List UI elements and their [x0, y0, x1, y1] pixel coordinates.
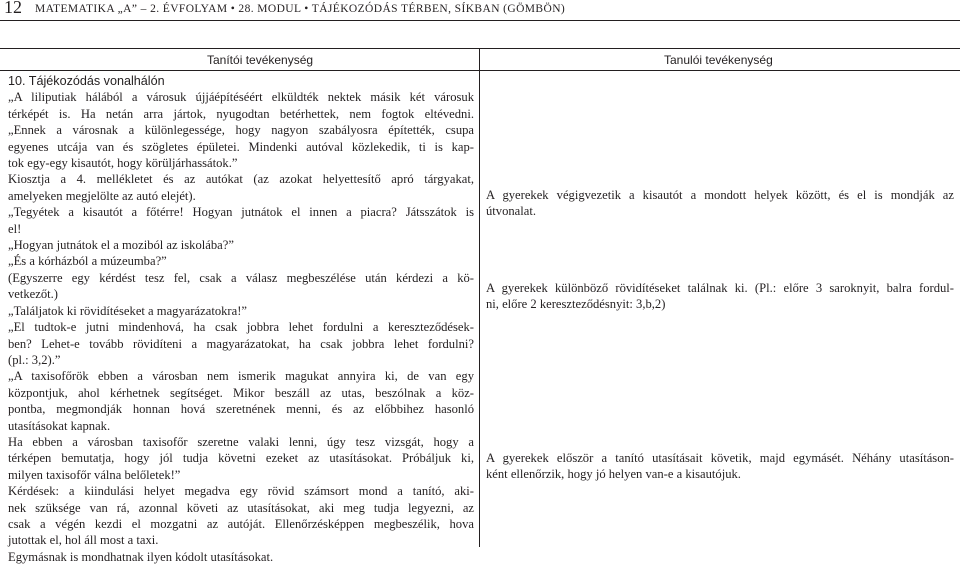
teacher-text-line: Kérdések: a kiindulási helyet megadva egy rövid számsort mond a tanító, aki- — [8, 484, 474, 499]
teacher-text-line: központjuk, ahol kérhetnek segítséget. Mikor beszáll az utas, beszólnak a köz- — [8, 385, 474, 400]
teacher-text-line: (pl.: 3,2).” — [8, 352, 61, 367]
teacher-text-line: „El tudtok-e jutni mindenhová, ha csak jobbra lehet fordulni a kereszteződések- — [8, 320, 474, 335]
teacher-text-line: el! — [8, 221, 22, 236]
teacher-text-line: jutottak el, hol áll most a taxi. — [8, 533, 159, 548]
column-divider — [479, 48, 480, 547]
header-rule — [0, 20, 960, 21]
teacher-text-line: térképét is. Ha netán arra jártok, nyugodtan betérhettek, nem fogtok eltévedni. — [8, 106, 474, 121]
teacher-text-line: pontba, megmondják honnan hová szeretnének menni, és az előbbihez hasonló — [8, 402, 474, 417]
table-top-rule — [0, 48, 960, 49]
page-number: 12 — [4, 0, 22, 17]
teacher-text-line: „Ennek a városnak a különlegessége, hogy nagyon szabályosra építették, csupa — [8, 123, 474, 138]
student-note-line: A gyerekek először a tanító utasításait követik, majd egymásét. Néhány utasításon- — [486, 451, 954, 465]
teacher-text-line: (Egyszerre egy kérdést tesz fel, csak a válasz megbeszélése után kérdezi a kö- — [8, 270, 474, 285]
teacher-text-line: amelyeken megjelölte az autó elejét). — [8, 188, 196, 203]
teacher-text-line: Kiosztja a 4. mellékletet és az autókat (az azokat helyettesítő apró tárgyakat, — [8, 172, 474, 187]
teacher-text-line: nek szüksége van rá, azonnal követi az utasításokat, aki meg tudja legyezni, az — [8, 500, 474, 515]
teacher-text-line: utasításokat kapnak. — [8, 418, 111, 433]
teacher-text-line: „És a kórházból a múzeumba?” — [8, 254, 167, 269]
teacher-text-line: „Tegyétek a kisautót a főtérre! Hogyan jutnátok el innen a piacra? Játsszátok is — [8, 205, 474, 220]
running-head-text: MATEMATIKA „A” – 2. ÉVFOLYAM • 28. MODUL • TÁJÉKOZÓDÁS TÉRBEN, SÍKBAN (GÖMBÖN) — [35, 3, 566, 15]
teacher-text-line: csak a végén kezdi el mozgatni az autóját. Ellenőrzésképpen megbeszélik, hova — [8, 516, 474, 531]
student-note-3 — [486, 450, 954, 483]
teacher-text-line: egyenes utcája van és szögletes épületei. Mindenki autóval közlekedik, ti is kap- — [8, 139, 474, 154]
teacher-text-line: „Találjatok ki rövidítéseket a magyarázatokra!” — [8, 303, 247, 318]
running-header — [0, 0, 960, 20]
teacher-text-line: tok egy-egy kisautót, hogy körüljárhassátok.” — [8, 156, 238, 171]
teacher-text-line: „Hogyan jutnátok el a moziból az iskolába?” — [8, 238, 234, 253]
student-note-2 — [486, 280, 954, 313]
student-note-line: útvonalat. — [486, 204, 537, 219]
teacher-text-line: milyen taxisofőr válna belőletek!” — [8, 467, 181, 482]
student-note-line: A gyerekek különböző rövidítéseket találnak ki. (Pl.: előre 3 saroknyit, balra fordul- — [486, 281, 954, 295]
teacher-text-line: Ha ebben a városban taxisofőr szeretne valaki lenni, úgy tesz vizsgát, hogy a — [8, 434, 474, 449]
teacher-column-title: Tanítói tevékenység — [207, 53, 314, 67]
exercise-title: 10. Tájékozódás vonalhálón — [8, 74, 165, 88]
student-column-title: Tanulói tevékenység — [664, 53, 773, 67]
teacher-text-line: „A liliputiak hálából a városuk újjáépítéséért elküldték nektek másik két városuk — [8, 90, 474, 105]
student-note-line: ni, előre 2 kereszteződésnyit: 3,b,2) — [486, 297, 666, 312]
teacher-text-line: térképen bemutatja, hogy jól tudja követni ezeket az utasításokat. Próbáljuk ki, — [8, 451, 474, 466]
teacher-activity-text — [8, 73, 474, 565]
teacher-text-line: Egymásnak is mondhatnak ilyen kódolt utasításokat. — [8, 549, 274, 564]
student-note-line: ként ellenőrzik, hogy jó helyen van-e a kisautójuk. — [486, 467, 741, 482]
teacher-text-line: ben? Lehet-e tovább rövidíteni a magyarázatokat, ha csak jobbra lehet fordulni? — [8, 336, 474, 351]
teacher-text-line: vetkezőt.) — [8, 287, 58, 302]
student-note-line: A gyerekek végigvezetik a kisautót a mondott helyek között, és el is mondják az — [486, 188, 954, 202]
teacher-text-line: „A taxisofőrök ebben a városban nem ismerik magukat annyira ki, de van egy — [8, 369, 474, 384]
student-note-1 — [486, 187, 954, 220]
table-head-rule — [0, 70, 960, 71]
